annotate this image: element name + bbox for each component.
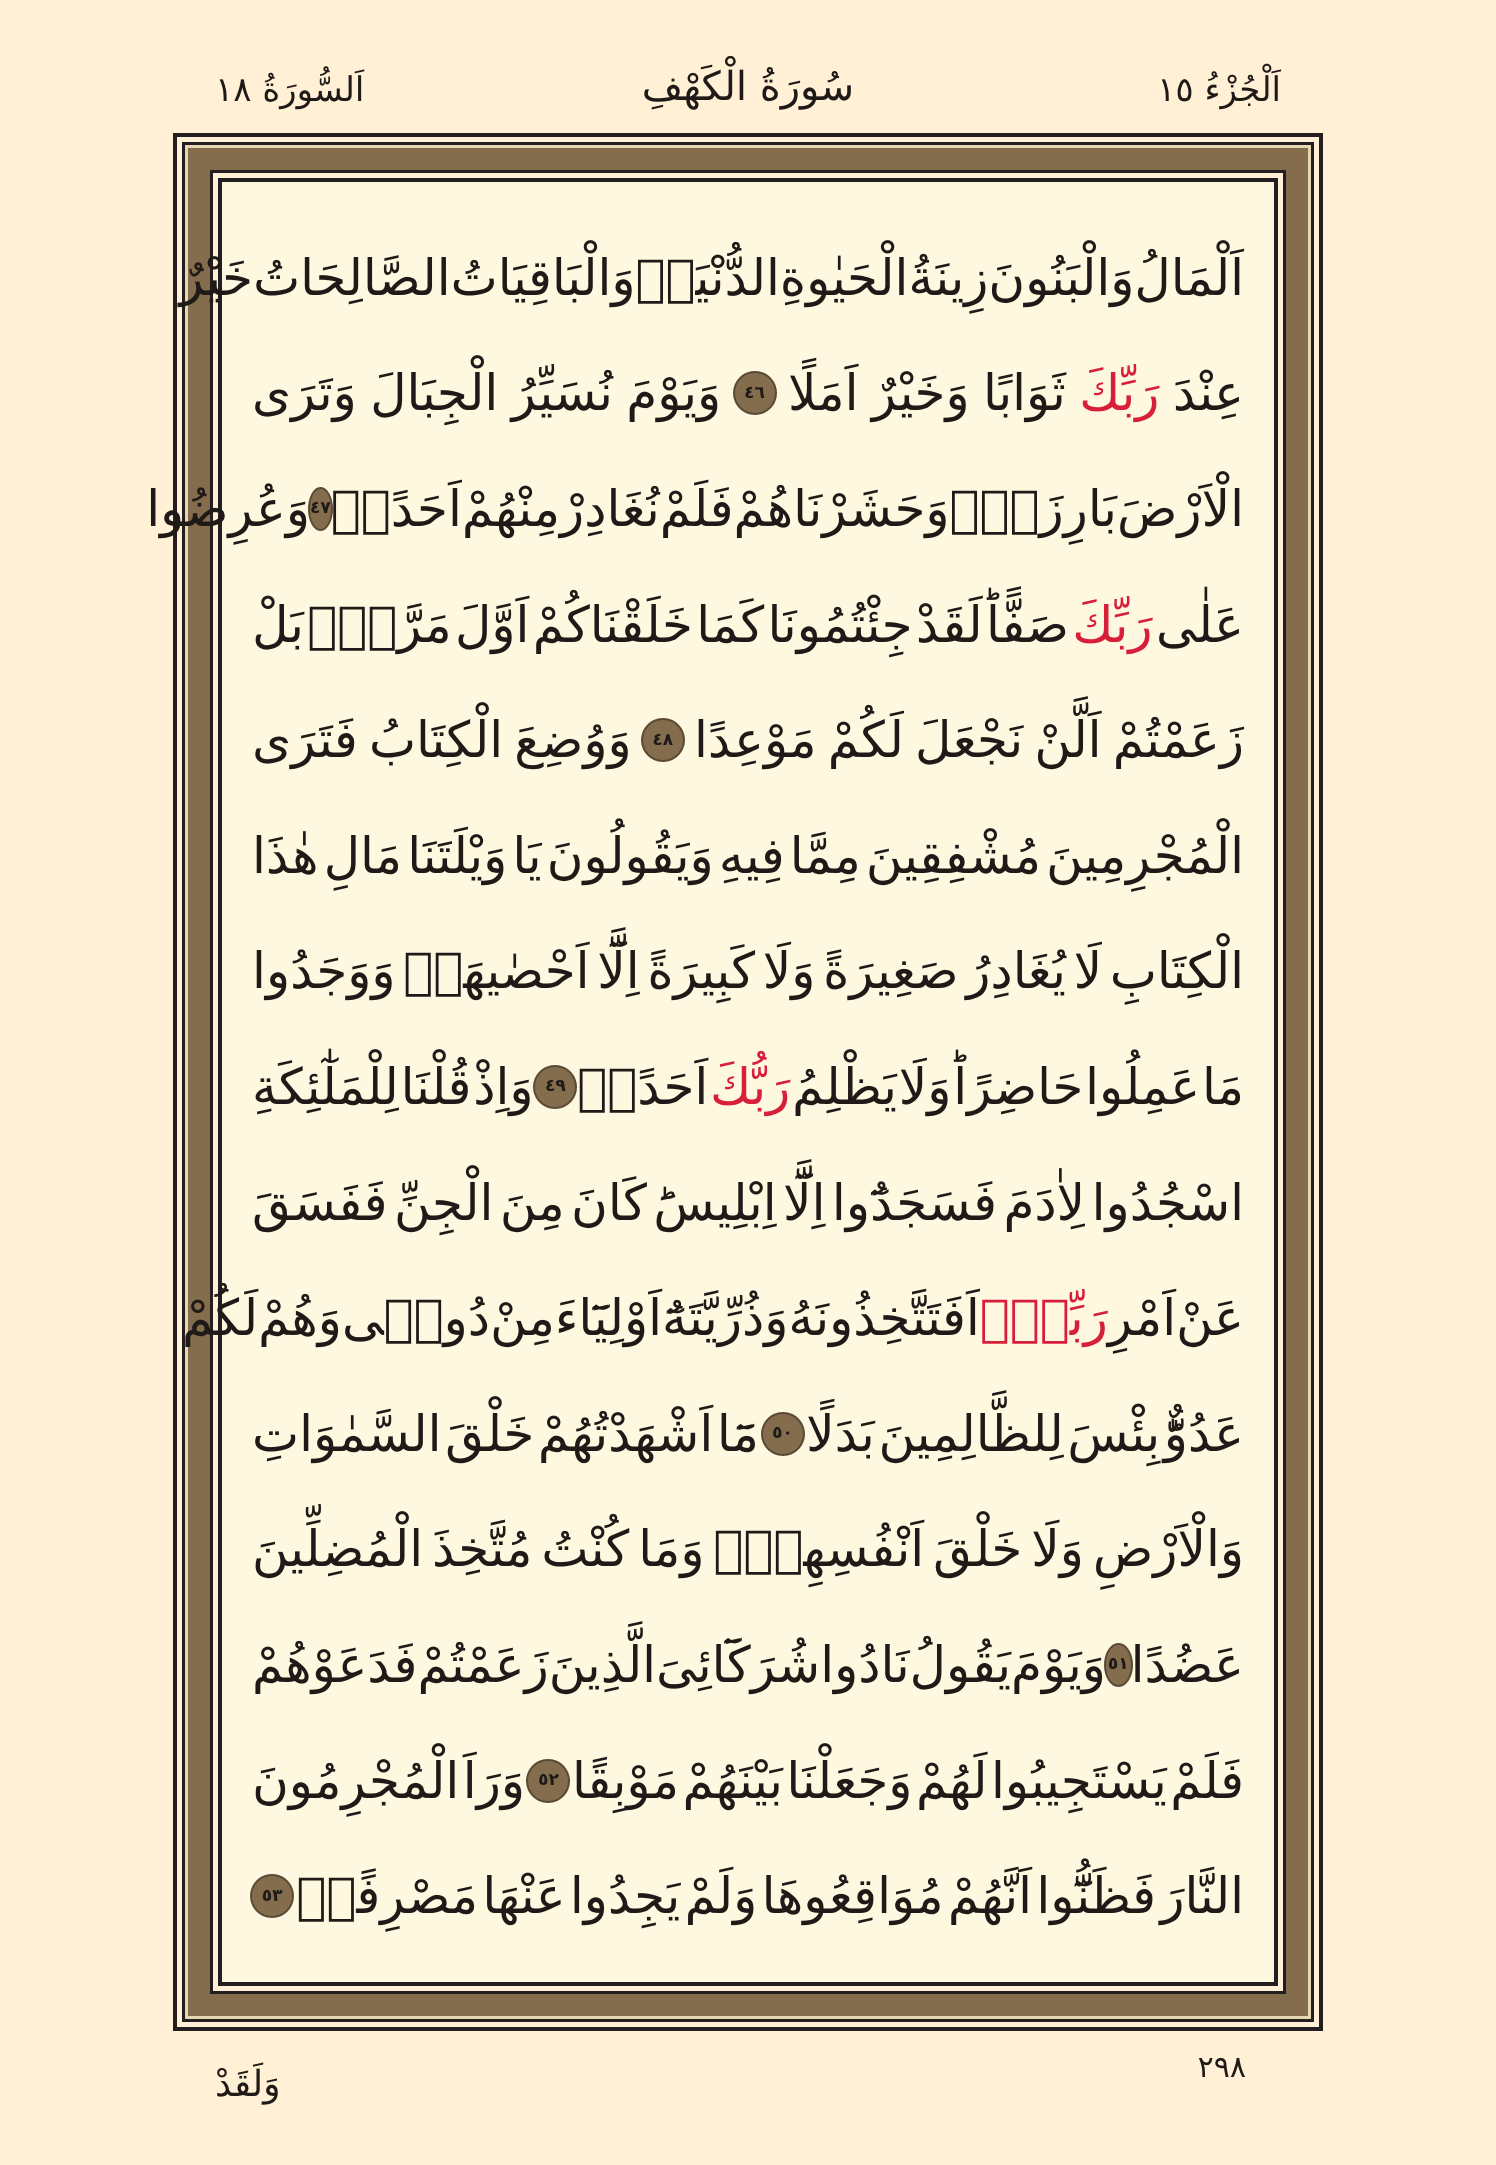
word: كَمَا — [696, 595, 765, 654]
word: الْاَرْضَ — [1116, 479, 1244, 538]
word: كَانَ — [571, 1173, 647, 1232]
text-line — [252, 1145, 1244, 1261]
page-header — [0, 60, 1496, 130]
word: مَالِ — [323, 826, 403, 885]
highlighted-word: رَبِّكَ — [1079, 364, 1160, 423]
word: عَلٰى — [1155, 595, 1244, 654]
word: صَغِيرَةً — [823, 942, 959, 1001]
ayah-number-marker-icon: ٤٧ — [310, 489, 331, 529]
word: عَدُوٌّؕ — [1163, 1404, 1244, 1463]
word: لَكُمْ — [827, 711, 904, 770]
text-panel — [146, 178, 1278, 1986]
word: زَعَمْتُمْ — [1112, 711, 1244, 770]
word: يُغَادِرُ — [966, 942, 1066, 1001]
word: وَيَوْمَ — [626, 364, 722, 423]
text-line — [252, 1376, 1244, 1492]
word: اَنْفُسِهِمْۖ — [713, 1520, 925, 1579]
text-line — [146, 451, 1244, 567]
word: عَنْ — [1176, 1289, 1244, 1348]
ayah-number-marker-icon: ٥٠ — [763, 1414, 803, 1454]
word: كَبِيرَةً — [647, 942, 756, 1001]
text-line — [252, 1607, 1244, 1723]
word: عَمِلُوا — [1085, 1057, 1201, 1116]
word: فَسَجَدُٓوا — [831, 1173, 997, 1232]
word: وَلَا — [762, 942, 816, 1001]
word: صَفًّاؕ — [986, 595, 1070, 654]
word: اِلَّٓا — [783, 1173, 826, 1232]
word: شُرَكَٓائِىَ — [656, 1635, 821, 1694]
word: مَوْعِدًا — [693, 711, 817, 770]
word: خَلْقَ — [445, 1404, 535, 1463]
text-line — [252, 914, 1244, 1030]
word: يَسْتَجِيبُوا — [991, 1751, 1167, 1810]
word: وَذُرِّيَّتَهُٓ — [662, 1289, 789, 1348]
word: اَلَّنْ — [1034, 711, 1102, 770]
word: مَصْرِفًاࣖ — [296, 1867, 479, 1926]
word: لِاٰدَمَ — [1003, 1173, 1086, 1232]
catchword: وَلَقَدْ — [215, 2064, 281, 2105]
ayah-number-marker-icon: ٤٨ — [643, 720, 683, 760]
word: بَلْ — [252, 595, 304, 654]
word: اِبْلِيسَؕ — [653, 1173, 777, 1232]
word: اَشْهَدْتُهُمْ — [537, 1404, 714, 1463]
word: يَظْلِمُ — [792, 1057, 897, 1116]
word: اَفَتَتَّخِذُونَهُ — [788, 1289, 980, 1348]
word: زَعَمْتُمْ — [417, 1635, 549, 1694]
word: وَاِذْ — [473, 1057, 534, 1116]
word: الْجِبَالَ — [370, 364, 499, 423]
word: الْكِتَابِ — [1109, 942, 1244, 1001]
word: وَمَا — [638, 1520, 705, 1579]
word: الْمُجْرِمِينَ — [1046, 826, 1244, 885]
word: اَحَدًاࣖ — [577, 1057, 709, 1116]
word: ثَوَابًا — [983, 364, 1066, 423]
word: فَتَرَى — [252, 711, 358, 770]
page-number: ٢٩٨ — [1197, 2050, 1246, 2085]
word: فَفَسَقَ — [252, 1173, 388, 1232]
word: الَّذِينَ — [548, 1635, 657, 1694]
word: وَالْبَاقِيَاتُ — [450, 248, 636, 307]
ayah-number-marker-icon: ٥١ — [1106, 1645, 1131, 1685]
word: مُوَاقِعُوهَا — [761, 1867, 944, 1926]
word: وَيَقُولُونَ — [546, 826, 714, 885]
word: وَالْبَنُونَ — [988, 248, 1135, 307]
word: اسْجُدُوا — [1091, 1173, 1244, 1232]
word: وَحَشَرْنَاهُمْ — [733, 479, 950, 538]
text-line — [252, 798, 1244, 914]
word: حَاضِرًاؕ — [953, 1057, 1084, 1116]
word: فَظَنُّٓوا — [1036, 1867, 1157, 1926]
word: هٰذَا — [252, 826, 319, 885]
word: الدُّنْيَاۚ — [635, 248, 780, 307]
word: مِمَّا — [789, 826, 861, 885]
text-line — [179, 220, 1244, 336]
highlighted-word: رَبُّكَ — [710, 1057, 791, 1116]
word: مُتَّخِذَ — [432, 1520, 533, 1579]
highlighted-word: رَبِّكَ — [1072, 595, 1153, 654]
word: اَحَدًاۚ — [330, 479, 462, 538]
highlighted-word: رَبِّهٖؕ — [979, 1289, 1108, 1348]
word: مَا — [1201, 1057, 1244, 1116]
word: وَلَا — [898, 1057, 952, 1116]
word: فِيهِ — [718, 826, 785, 885]
word: اَوْلِيَٓاءَ — [554, 1289, 663, 1348]
ayah-number-marker-icon: ٤٦ — [735, 373, 775, 413]
word: يَجِدُوا — [569, 1867, 681, 1926]
word: اَمْرِ — [1107, 1289, 1177, 1348]
word: اَوَّلَ — [454, 595, 530, 654]
ayah-number-marker-icon: ٥٣ — [252, 1876, 292, 1916]
word: اِلَّٓا — [597, 942, 640, 1001]
word: جِئْتُمُونَا — [767, 595, 913, 654]
text-line — [182, 1260, 1244, 1376]
word: اَحْصٰيهَاۚ — [403, 942, 590, 1001]
word: بَارِزَةًۙ — [949, 479, 1117, 538]
text-line — [252, 1029, 1244, 1145]
word: فَلَمْ — [659, 479, 734, 538]
word: السَّمٰوَاتِ — [252, 1404, 442, 1463]
word: الْجِنِّ — [393, 1173, 494, 1232]
word: مِنَ — [499, 1173, 565, 1232]
word: مِنْهُمْ — [461, 479, 561, 538]
word: بَيْنَهُمْ — [682, 1751, 783, 1810]
text-line — [252, 1838, 1244, 1954]
word: وَتَرَى — [252, 364, 357, 423]
word: يَقُولُ — [909, 1635, 1012, 1694]
word: لِلْمَلٰٓئِكَةِ — [252, 1057, 399, 1116]
word: وَيْلَتَنَا — [407, 826, 508, 885]
word: مَرَّةٍۘ — [307, 595, 452, 654]
word: بِئْسَ — [1067, 1404, 1161, 1463]
word: وَلَا — [1031, 1520, 1084, 1579]
word: فَدَعَوْهُمْ — [252, 1635, 418, 1694]
text-line — [252, 1492, 1244, 1608]
word: نُسَيِّرُ — [511, 364, 613, 423]
word: وَهُمْ — [258, 1289, 342, 1348]
word: عَضُدًا — [1130, 1635, 1244, 1694]
word: الصَّالِحَاتُ — [253, 248, 451, 307]
word: لَهُمْ — [915, 1751, 988, 1810]
word: لِلظَّالِمِينَ — [878, 1404, 1064, 1463]
word: مِنْ — [490, 1289, 555, 1348]
word: عِنْدَ — [1172, 364, 1244, 423]
word: وَخَيْرٌ — [871, 364, 970, 423]
word: الْمُجْرِمُونَ — [252, 1751, 460, 1810]
word: وَالْاَرْضِ — [1092, 1520, 1244, 1579]
frame-decorative-band — [146, 148, 1308, 2016]
word: نَادُوا — [820, 1635, 910, 1694]
word: زِينَةُ — [908, 248, 989, 307]
word: لَا — [1073, 942, 1103, 1001]
juz-label: اَلْجُزْءُ ١٥ — [1157, 70, 1281, 110]
word: خَلَقْنَاكُمْ — [532, 595, 693, 654]
ayah-number-marker-icon: ٤٩ — [535, 1067, 575, 1107]
word: اَمَلًا — [787, 364, 859, 423]
text-line — [252, 1723, 1244, 1839]
word: نُغَادِرْ — [560, 479, 660, 538]
word: خَيْرٌ — [179, 248, 254, 307]
word: مَوْبِقًا — [571, 1751, 680, 1810]
text-line — [252, 682, 1244, 798]
word: وَوَجَدُوا — [252, 942, 396, 1001]
word: وَيَوْمَ — [1011, 1635, 1106, 1694]
quran-text-body — [146, 220, 1244, 1952]
word: النَّارَ — [1160, 1867, 1244, 1926]
frame-outer-border — [146, 142, 1314, 2022]
word: وَوُضِعَ — [514, 711, 632, 770]
text-line — [252, 336, 1244, 452]
page-frame — [146, 133, 1323, 2031]
word: لَقَدْ — [915, 595, 983, 654]
word: وَعُرِضُوا — [146, 479, 311, 538]
text-line — [252, 567, 1244, 683]
word: اَنَّهُمْ — [947, 1867, 1033, 1926]
word: الْمُضِلِّينَ — [252, 1520, 424, 1579]
word: وَلَمْ — [684, 1867, 758, 1926]
word: اَلْمَالُ — [1134, 248, 1244, 307]
sura-number-label: اَلسُّورَةُ ١٨ — [215, 70, 365, 110]
word: وَرَاَ — [462, 1751, 525, 1810]
word: فَلَمْ — [1170, 1751, 1244, 1810]
word: كُنْتُ — [541, 1520, 630, 1579]
word: دُونٖى — [341, 1289, 491, 1348]
frame-inner-border — [146, 170, 1286, 1994]
word: قُلْنَا — [400, 1057, 472, 1116]
word: الْحَيٰوةِ — [779, 248, 909, 307]
word: لَكُمْ — [182, 1289, 259, 1348]
word: نَجْعَلَ — [915, 711, 1024, 770]
sura-title: سُورَةُ الْكَهْفِ — [641, 64, 855, 110]
page-footer — [0, 2050, 1496, 2130]
word: وَجَعَلْنَا — [786, 1751, 913, 1810]
word: خَلْقَ — [933, 1520, 1023, 1579]
word: مَٓا — [716, 1404, 759, 1463]
word: بَدَلًا — [806, 1404, 875, 1463]
word: عَنْهَا — [482, 1867, 566, 1926]
word: مُشْفِقِينَ — [865, 826, 1042, 885]
word: الْكِتَابُ — [368, 711, 504, 770]
word: يَا — [512, 826, 542, 885]
ayah-number-marker-icon: ٥٢ — [528, 1761, 568, 1801]
